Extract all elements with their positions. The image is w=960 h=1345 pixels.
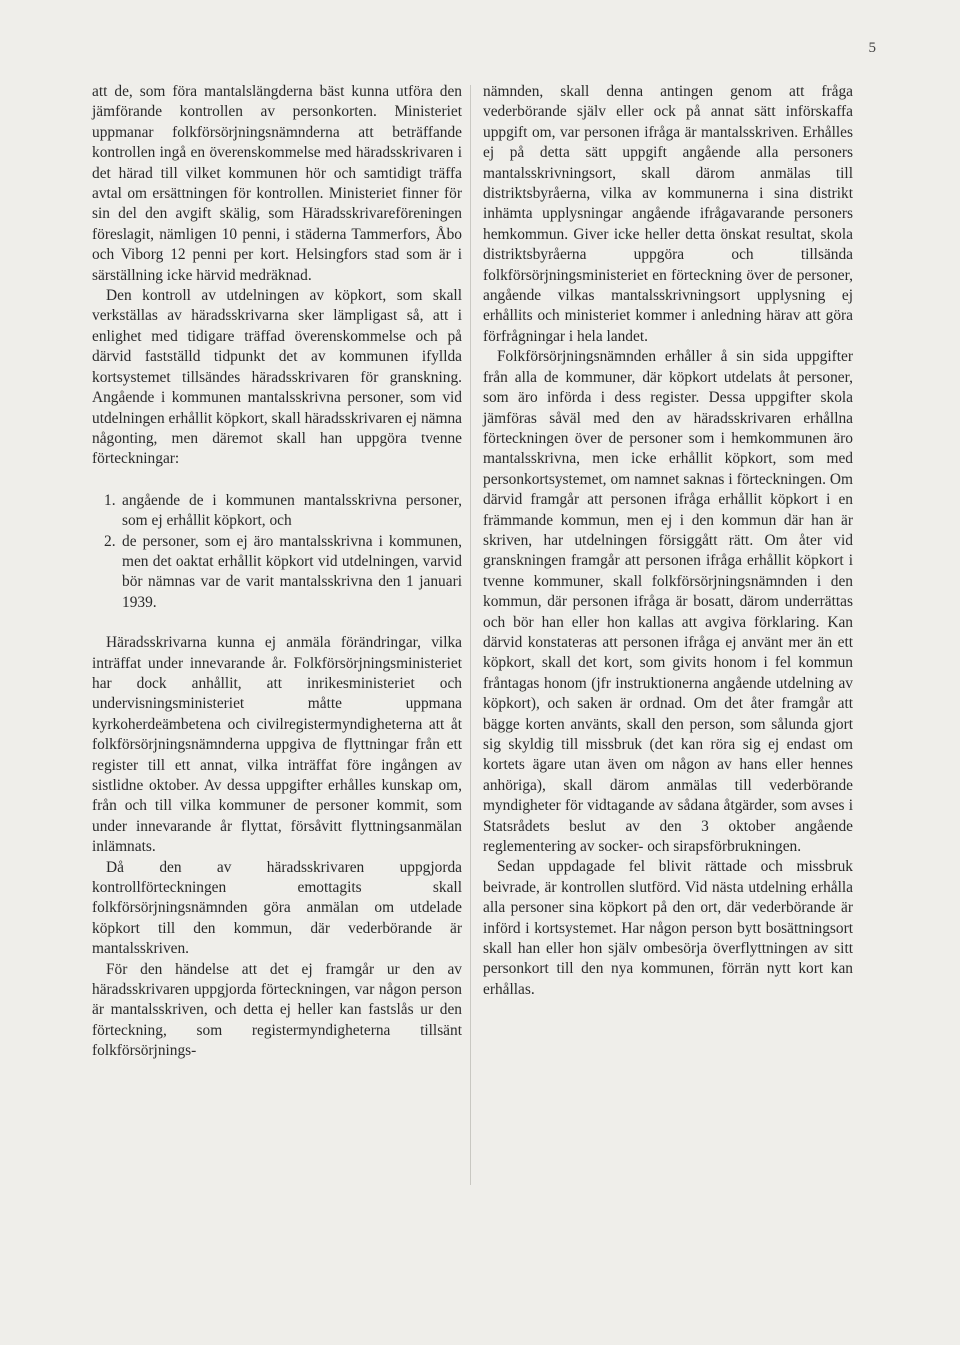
paragraph: att de, som föra mantalslängderna bäst kunna utföra den jämförande kontrollen av personkorten. Ministeriet uppmanar folkförsörjningsnämnderna att beträffande kontrollen ingå en överenskommelse med häradsskrivaren i det härad till vilket kommunen hör och samtidigt träffa avtal om ersättningen för kontrollen. Ministeriet finner för sin del den avgift skälig, som Häradsskrivareföreningen föreslagit, nämligen 10 penni, i städerna Tammerfors, Åbo och Viborg 12 penni per kort. Helsingfors stad som är i särställning icke härvid medräknad.: [92, 83, 462, 284]
column-divider: [470, 85, 471, 1185]
page-number: 5: [868, 40, 876, 56]
list-item: [92, 491, 462, 532]
list-item-text: angående de i kommunen mantalsskrivna personer, som ej erhållit köpkort, och: [122, 491, 462, 530]
paragraph: nämnden, skall denna antingen genom att fråga vederbörande själv eller ock på annat sätt införskaffa uppgift om, var personen ifråga är mantalsskriven. Erhålles ej på detta sätt uppgift angående alla personers mantalsskrivningsort, skall därom anmälas till distriktsbyråerna, vilka av kommunerna i sina distrikt inhämta upplysningar angående ifrågavarande personers hemkommun. Giver icke heller detta önskat resultat, skola distriktsbyråerna uppgöra och tillsända folkförsörjningsministeriet en förteckning över de personer, angående vilkas mantalsskrivningsort upplysning ej erhållits och ministeriet kommer i anledning härav att göra förfrågningar i hela landet.: [483, 83, 853, 345]
paragraph: Häradsskrivarna kunna ej anmäla förändringar, vilka inträffat under innevarande år. Folkförsörjningsministeriet har dock anhållit, att inrikesministeriet och undervisningsministeriet måtte uppmana kyrkoherdeämbetena och civilregistermyndigheterna att åt folkförsörjningsnämnderna uppgiva de flyttningar från ett register till ett annat, vilka inträffat före ingången av sistlidne oktober. Av dessa uppgifter erhålles kunskap om, från och till vilka kommuner de personer kommit, som under innevarande år flyttat, försåvitt flyttningsanmälan inlämnats.: [92, 634, 462, 856]
paragraph: Den kontroll av utdelningen av köpkort, som skall verkställas av häradsskrivarna sker lämpligast så, att i enlighet med tidigare träffad överenskommelse och på därvid fastställd tidpunkt det av kommunen ifyllda kortsystemet tillsändes häradsskrivaren för granskning. Angående i kommunen mantalsskrivna personer, som vid utdelningen erhållit köpkort, skall häradsskrivaren ej nämna någonting, men däremot skall han uppgöra tvenne förteckningar:: [92, 287, 462, 468]
list-number: 1.: [104, 491, 116, 509]
paragraph: För den händelse att det ej framgår ur den av häradsskrivaren uppgjorda förteckningen, var någon person är mantalsskriven, och detta ej heller kan fastslås ur den förteckning, som registermyndigheterna tillsänt folkförsörjnings-: [92, 960, 462, 1060]
list-number: 2.: [104, 532, 116, 550]
right-column: [483, 82, 853, 1000]
list-item: [92, 532, 462, 614]
paragraph: Då den av häradsskrivaren uppgjorda kontrollförteckningen emottagits skall folkförsörjningsnämnden göra anmälan om utdelade köpkort till den kommun, där vederbörande är mantalsskriven.: [92, 858, 462, 958]
paragraph: Sedan uppdagade fel blivit rättade och missbruk beivrade, är kontrollen slutförd. Vid nästa utdelning erhålla alla personer sina köpkort på den ort, där vederbörande är införd i kortsystemet. Har någon person bytt bosättningsort skall han eller hon själv ombesörja överflyttningen av sitt personkort till den nya kommunen, förrän nytt kort kan erhållas.: [483, 858, 853, 998]
left-column: [92, 82, 462, 1062]
numbered-list: [92, 491, 462, 613]
list-item-text: de personer, som ej äro mantalsskrivna i kommunen, men det oaktat erhållit köpkort vid utdelningen, varvid bör nämnas var de varit mantalsskrivna den 1 januari 1939.: [122, 532, 462, 611]
paragraph: Folkförsörjningsnämnden erhåller å sin sida uppgifter från alla de kommuner, där köpkort utdelats åt personer, som äro införda i dess register. Dessa uppgifter skola jämföras såväl med den av häradsskrivaren erhållna förteckningen över de personer som i hemkommunen äro mantalsskrivna, men icke erhållit köpkort, som med personkortsystemet, om namnet saknas i förteckningen. Om därvid framgår att personen ifråga erhållit köpkort i en främmande kommun, men ej i den kommun där han är skriven, har utdelningen försiggått rätt. Om åter vid granskningen framgår att personen ifråga erhållit köpkort i tvenne kommuner, skall folkförsörjningsnämnden i den kommun, där personen ifråga är bosatt, därom underrättas och bör han eller hon kallas att avgiva förklaring. Kan därvid konstateras att personen ifråga ej använt mer än ett köpkort, skall det kort, som givits honom i fel kommun fråntagas honom (jfr instruktionerna angående utdelning av köpkort), och saken är ordnad. Om det åter framgår att bägge korten använts, skall den person, som sålunda gjort sig skyldig till missbruk (det kan röra sig ej endast om kortets ägare utan även om någon av hans eller hennes anhöriga), skall därom anmälas till vederbörande myndigheter för vidtagande av sådana åtgärder, som avses i Statsrådets beslut av den 3 oktober angående reglementering av socker- och sirapsförbrukningen.: [483, 348, 853, 856]
